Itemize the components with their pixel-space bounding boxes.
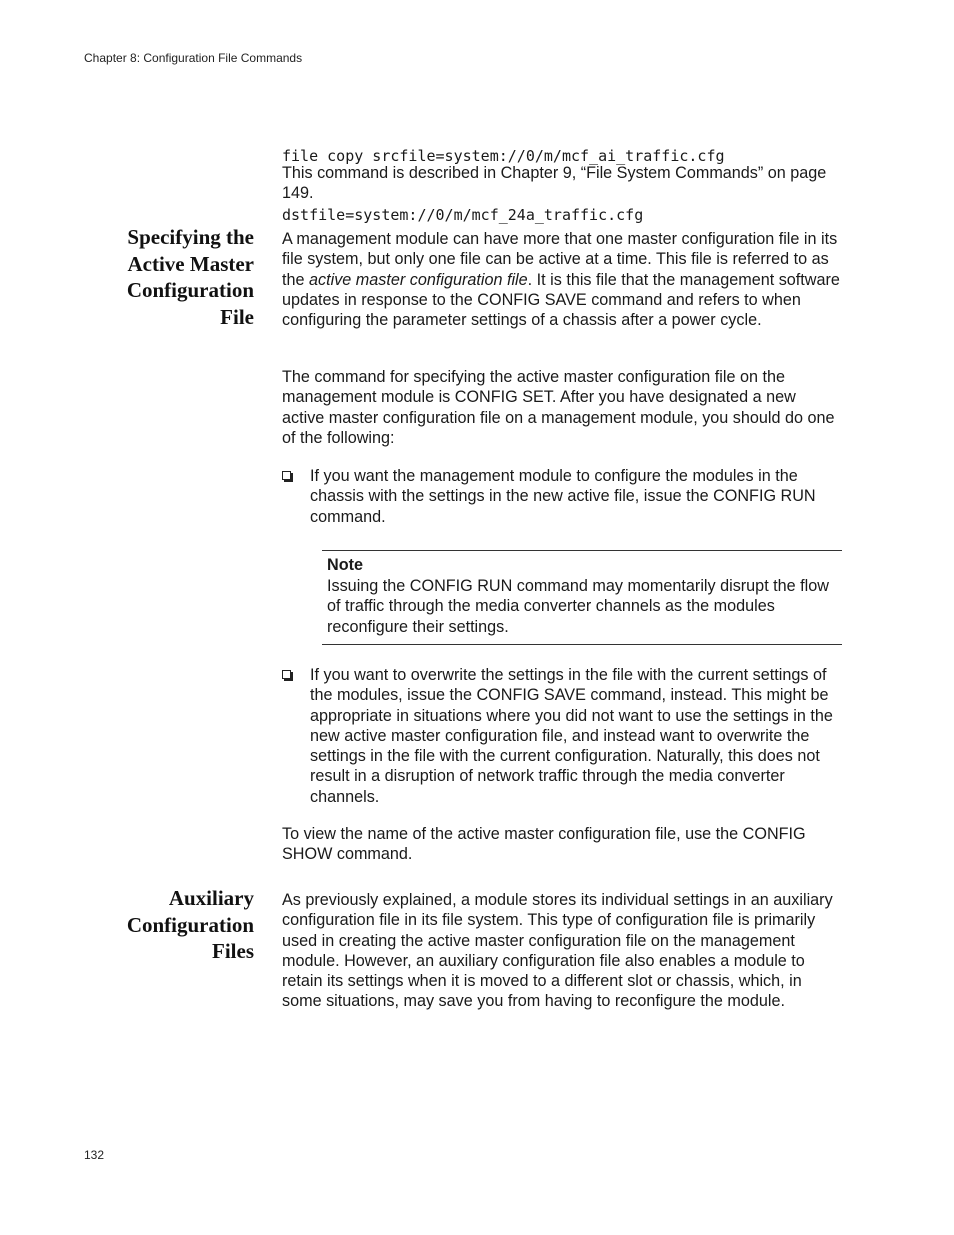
heading-line: Auxiliary bbox=[168, 886, 254, 910]
intro-paragraph bbox=[282, 163, 840, 204]
note-box bbox=[322, 550, 842, 645]
para-text: To view the name of the active master configuration file, use the CONFIG SHOW command. bbox=[282, 825, 806, 864]
para-text: A management module can have more that one master configuration file in its file system, but only one file can be active at a time. This file is referred to as the bbox=[282, 230, 838, 289]
italic-term: active master configuration file bbox=[309, 270, 528, 289]
heading-line: File bbox=[220, 304, 254, 329]
section1-paragraph-3 bbox=[282, 824, 840, 865]
running-header: Chapter 8: Configuration File Commands bbox=[84, 51, 303, 65]
bullet-text: If you want to overwrite the settings in the file with the current settings of the modules, issue the CONFIG SAVE command, instead. This might be appropriate in situations where you did not want to use the settings in the new active master configuration file, and instead want to overwrite the settings in the file with the current configuration. Naturally, this does not result in a disruption of network traffic through the media converter channels. bbox=[310, 666, 833, 806]
bullet-text: If you want the management module to configure the modules in the chassis with the settings in the new active file, issue the CONFIG RUN command. bbox=[310, 467, 816, 526]
note-text: Issuing the CONFIG RUN command may momentarily disrupt the flow of traffic through the media converter channels as the modules reconfigure their settings. bbox=[327, 577, 829, 636]
section2-paragraph-1 bbox=[282, 890, 840, 1012]
section-heading-auxiliary bbox=[127, 885, 254, 965]
heading-line: Configuration bbox=[126, 278, 254, 302]
heading-line: Configuration bbox=[126, 912, 254, 937]
page-number: 132 bbox=[84, 1148, 105, 1162]
intro-text: This command is described in Chapter 9, “File System Commands” on page 149. bbox=[282, 164, 827, 203]
heading-line: Specifying the bbox=[127, 225, 254, 249]
section-heading-active-master bbox=[127, 224, 254, 330]
bullet-item-config-run bbox=[282, 466, 842, 527]
heading-line: Files bbox=[212, 939, 254, 963]
para-text: The command for specifying the active master configuration file on the management module is CONFIG SET. After you have designated a new active master configuration file on a management module, you should do one of the following: bbox=[282, 368, 835, 447]
code-line-2: dstfile=system://0/m/mcf_24a_traffic.cfg bbox=[282, 205, 644, 224]
para-text: As previously explained, a module stores its individual settings in an auxiliary configuration file in its file system. This type of configuration file is primarily used in creating the active master configuration file on the management module. However, an auxiliary configuration file also enables a module to retain its settings when it is moved to a different slot or chassis, which, in some situations, may save you from having to reconfigure the module. bbox=[282, 891, 833, 1011]
para-text: . It is this file that the management software updates in response to the CONFIG SAVE command and refers to when configuring the parameter settings of a chassis after a power cycle. bbox=[282, 270, 840, 330]
code-line-1: file copy srcfile=system://0/m/mcf_ai_traffic.cfg bbox=[282, 147, 725, 165]
checkbox-bullet-icon bbox=[282, 670, 291, 679]
checkbox-bullet-icon bbox=[282, 471, 291, 480]
bullet-item-config-save bbox=[282, 665, 842, 807]
section1-paragraph-1 bbox=[282, 229, 840, 330]
section1-paragraph-2 bbox=[282, 367, 840, 448]
heading-line: Active Master bbox=[127, 251, 254, 276]
note-title: Note bbox=[327, 556, 363, 574]
